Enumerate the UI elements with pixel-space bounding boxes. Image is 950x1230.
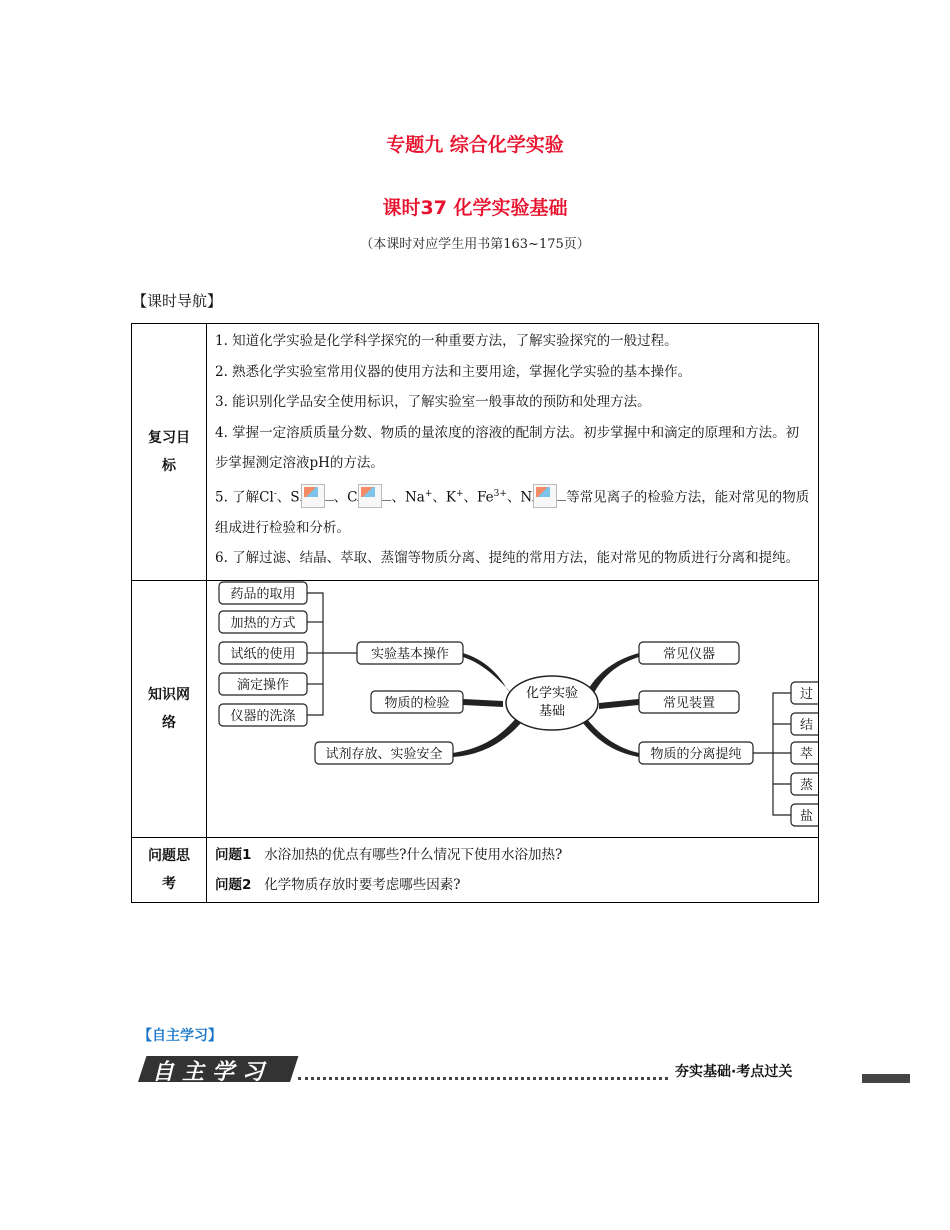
lesson-navigation-table [131,323,819,903]
goals-content [207,324,819,581]
lesson-navigation-heading: 【课时导航】 [132,292,223,310]
missing-image-icon [533,484,557,508]
goals-label: 复习目标 [132,324,207,581]
goals-row [132,324,819,581]
topic-title: 专题九 综合化学实验 [386,134,564,156]
goal-4: 4. 掌握一定溶质质量分数、物质的量浓度的溶液的配制方法。初步掌握中和滴定的原理和方法。初步掌握测定溶液pH的方法。 [215,424,800,471]
knowledge-network-diagram [207,581,819,837]
node-basic-operations: 实验基本操作 [370,646,450,662]
node-inspection: 物质的检验 [384,695,450,711]
network-row [132,580,819,837]
sep-item-3: 萃 [800,746,814,762]
ops-item-4: 滴定操作 [236,677,290,693]
node-storage-safety: 试剂存放、实验安全 [325,746,443,762]
self-study-label: 【自主学习】 [138,1028,222,1044]
sep-item-5: 盐 [800,808,814,824]
center-node-line2: 基础 [538,703,566,719]
goal-5: 5. 了解Cl-、S 、C 、Na+、K+、$Fe^{3+}$、N 等常见离子的检验方法，能对常见的物质组成进行检验和分析。 [215,479,812,544]
sep-item-4: 蒸 [800,777,814,793]
questions-label: 问题思考 [132,837,207,902]
banner-tagline: 夯实基础·考点过关 [675,1064,793,1080]
ops-item-5: 仪器的洗涤 [230,708,296,724]
node-separation: 物质的分离提纯 [650,746,742,762]
banner-title: 自主学习 [152,1060,273,1085]
question-1: 问题1 水浴加热的优点有哪些?什么情况下使用水浴加热? [215,846,563,863]
goal-6: 6. 了解过滤、结晶、萃取、蒸馏等物质分离、提纯的常用方法，能对常见的物质进行分离和提纯。 [215,550,800,566]
goal-1: 1. 知道化学实验是化学科学探究的一种重要方法，了解实验探究的一般过程。 [215,333,678,349]
page-reference-note: （本课时对应学生用书第163~175页） [360,237,590,252]
missing-image-icon [301,484,325,508]
sep-item-1: 过 [800,686,814,702]
banner-end-bar [862,1074,910,1083]
knowledge-network-cell [207,580,819,837]
lesson-title: 课时37 化学实验基础 [382,197,568,219]
goal-2: 2. 熟悉化学实验室常用仪器的使用方法和主要用途，掌握化学实验的基本操作。 [215,363,692,380]
missing-image-icon [358,484,382,508]
node-instruments: 常见仪器 [662,646,716,662]
center-node [506,676,598,730]
questions-row [132,837,819,902]
self-study-banner [138,1053,910,1085]
goal-3: 3. 能识别化学品安全使用标识，了解实验室一般事故的预防和处理方法。 [215,394,651,410]
node-apparatus: 常见装置 [662,695,716,711]
network-label: 知识网络 [132,580,207,837]
ops-item-2: 加热的方式 [230,615,296,631]
ops-item-1: 药品的取用 [230,586,296,602]
ops-item-3: 试纸的使用 [230,646,296,662]
questions-content [207,837,819,902]
center-node-line1: 化学实验 [525,685,579,701]
sep-item-2: 结 [800,717,814,733]
banner-dotted-rule [298,1077,668,1080]
question-2: 问题2 化学物质存放时要考虑哪些因素? [215,876,461,893]
